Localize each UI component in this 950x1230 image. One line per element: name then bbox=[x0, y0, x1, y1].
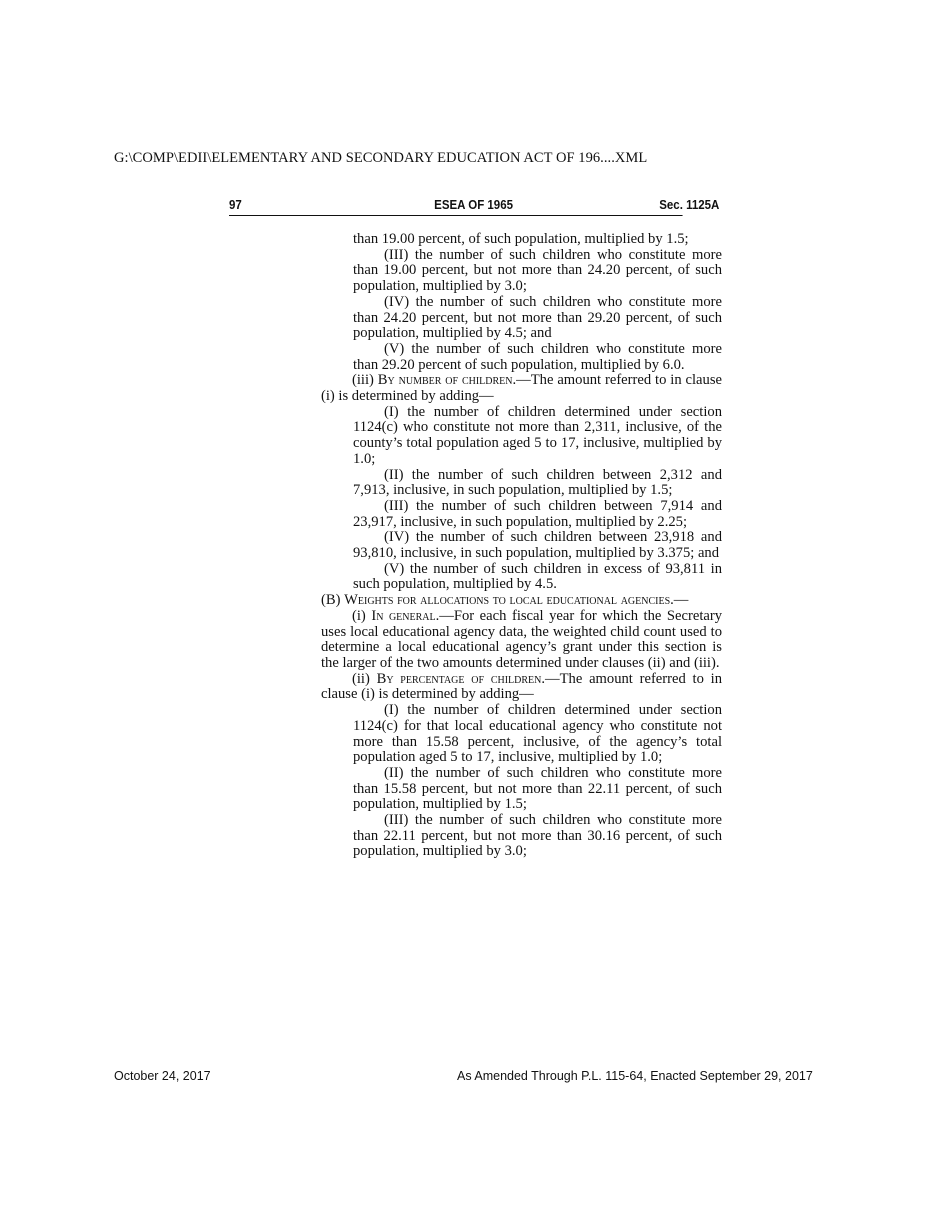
act-title: ESEA OF 1965 bbox=[434, 198, 513, 212]
clause-number: (ii) bbox=[352, 670, 377, 687]
paragraph: (IV) the number of such children who constitute more than 24.20 percent, but not more than 29.20 percent, of such population, multiplied by 4.5; and bbox=[353, 293, 722, 342]
section-number: Sec. 1125A bbox=[659, 198, 720, 212]
paragraph bbox=[321, 609, 722, 672]
clause-heading: By number of children bbox=[377, 372, 513, 389]
paragraph bbox=[321, 373, 722, 404]
paragraph: (II) the number of such children between 2,312 and 7,913, inclusive, in such population, multiplied by 1.5; bbox=[353, 466, 722, 499]
page-number: 97 bbox=[229, 198, 242, 212]
file-path-header: G:\COMP\EDII\ELEMENTARY AND SECONDARY EDUCATION ACT OF 196....XML bbox=[114, 150, 648, 166]
paragraph: (IV) the number of such children between 23,918 and 93,810, inclusive, in such population, multiplied by 3.375; and bbox=[353, 529, 722, 562]
paragraph: (III) the number of such children who constitute more than 22.11 percent, but not more than 30.16 percent, of such population, multiplied by 3.0; bbox=[353, 812, 722, 860]
subparagraph-heading: Weights for allocations to local educational agencies bbox=[344, 592, 671, 609]
paragraph: (V) the number of such children who constitute more than 29.20 percent of such population, multiplied by 6.0. bbox=[353, 340, 722, 373]
clause-heading: By percentage of children bbox=[376, 670, 542, 687]
paragraph: (V) the number of such children in excess of 93,811 in such population, multiplied by 4.5. bbox=[353, 560, 722, 593]
subparagraph-number: (B) bbox=[321, 592, 345, 609]
clause-text: .—The amount referred to in clause (i) is determined by adding— bbox=[321, 372, 722, 405]
clause-number: (i) bbox=[352, 607, 372, 624]
clause-text: .—For each fiscal year for which the Secretary uses local educational agency data, the weighted child count used to determine a local educational agency’s grant under this section is the larger of the two amounts determined under clauses (ii) and (iii). bbox=[321, 607, 723, 671]
subparagraph-text: .— bbox=[670, 592, 689, 609]
paragraph bbox=[321, 672, 722, 703]
clause-number: (iii) bbox=[352, 372, 378, 389]
statute-text bbox=[0, 232, 722, 860]
running-header bbox=[229, 198, 720, 216]
clause-heading: In general bbox=[371, 607, 436, 624]
paragraph: (III) the number of such children between 7,914 and 23,917, inclusive, in such population, multiplied by 2.25; bbox=[353, 497, 722, 530]
paragraph: (II) the number of such children who constitute more than 15.58 percent, but not more than 22.11 percent, of such population, multiplied by 1.5; bbox=[353, 764, 722, 813]
footer-date: October 24, 2017 bbox=[114, 1069, 211, 1083]
paragraph bbox=[289, 593, 722, 609]
paragraph: (III) the number of such children who constitute more than 19.00 percent, but not more than 24.20 percent, of such population, multiplied by 3.0; bbox=[353, 246, 722, 295]
clause-text: .—The amount referred to in clause (i) is determined by adding— bbox=[321, 670, 722, 703]
footer-amendment: As Amended Through P.L. 115-64, Enacted September 29, 2017 bbox=[457, 1069, 813, 1083]
paragraph: (I) the number of children determined under section 1124(c) for that local educational agency who constitute not more than 15.58 percent, inclusive, of the agency’s total population aged 5 to 17, inclusive, multiplied by 1.0; bbox=[353, 702, 722, 766]
paragraph: than 19.00 percent, of such population, multiplied by 1.5; bbox=[353, 231, 689, 247]
paragraph: (I) the number of children determined under section 1124(c) who constitute not more than 2,311, inclusive, of the county’s total population aged 5 to 17, inclusive, multiplied by 1.0; bbox=[353, 403, 722, 467]
